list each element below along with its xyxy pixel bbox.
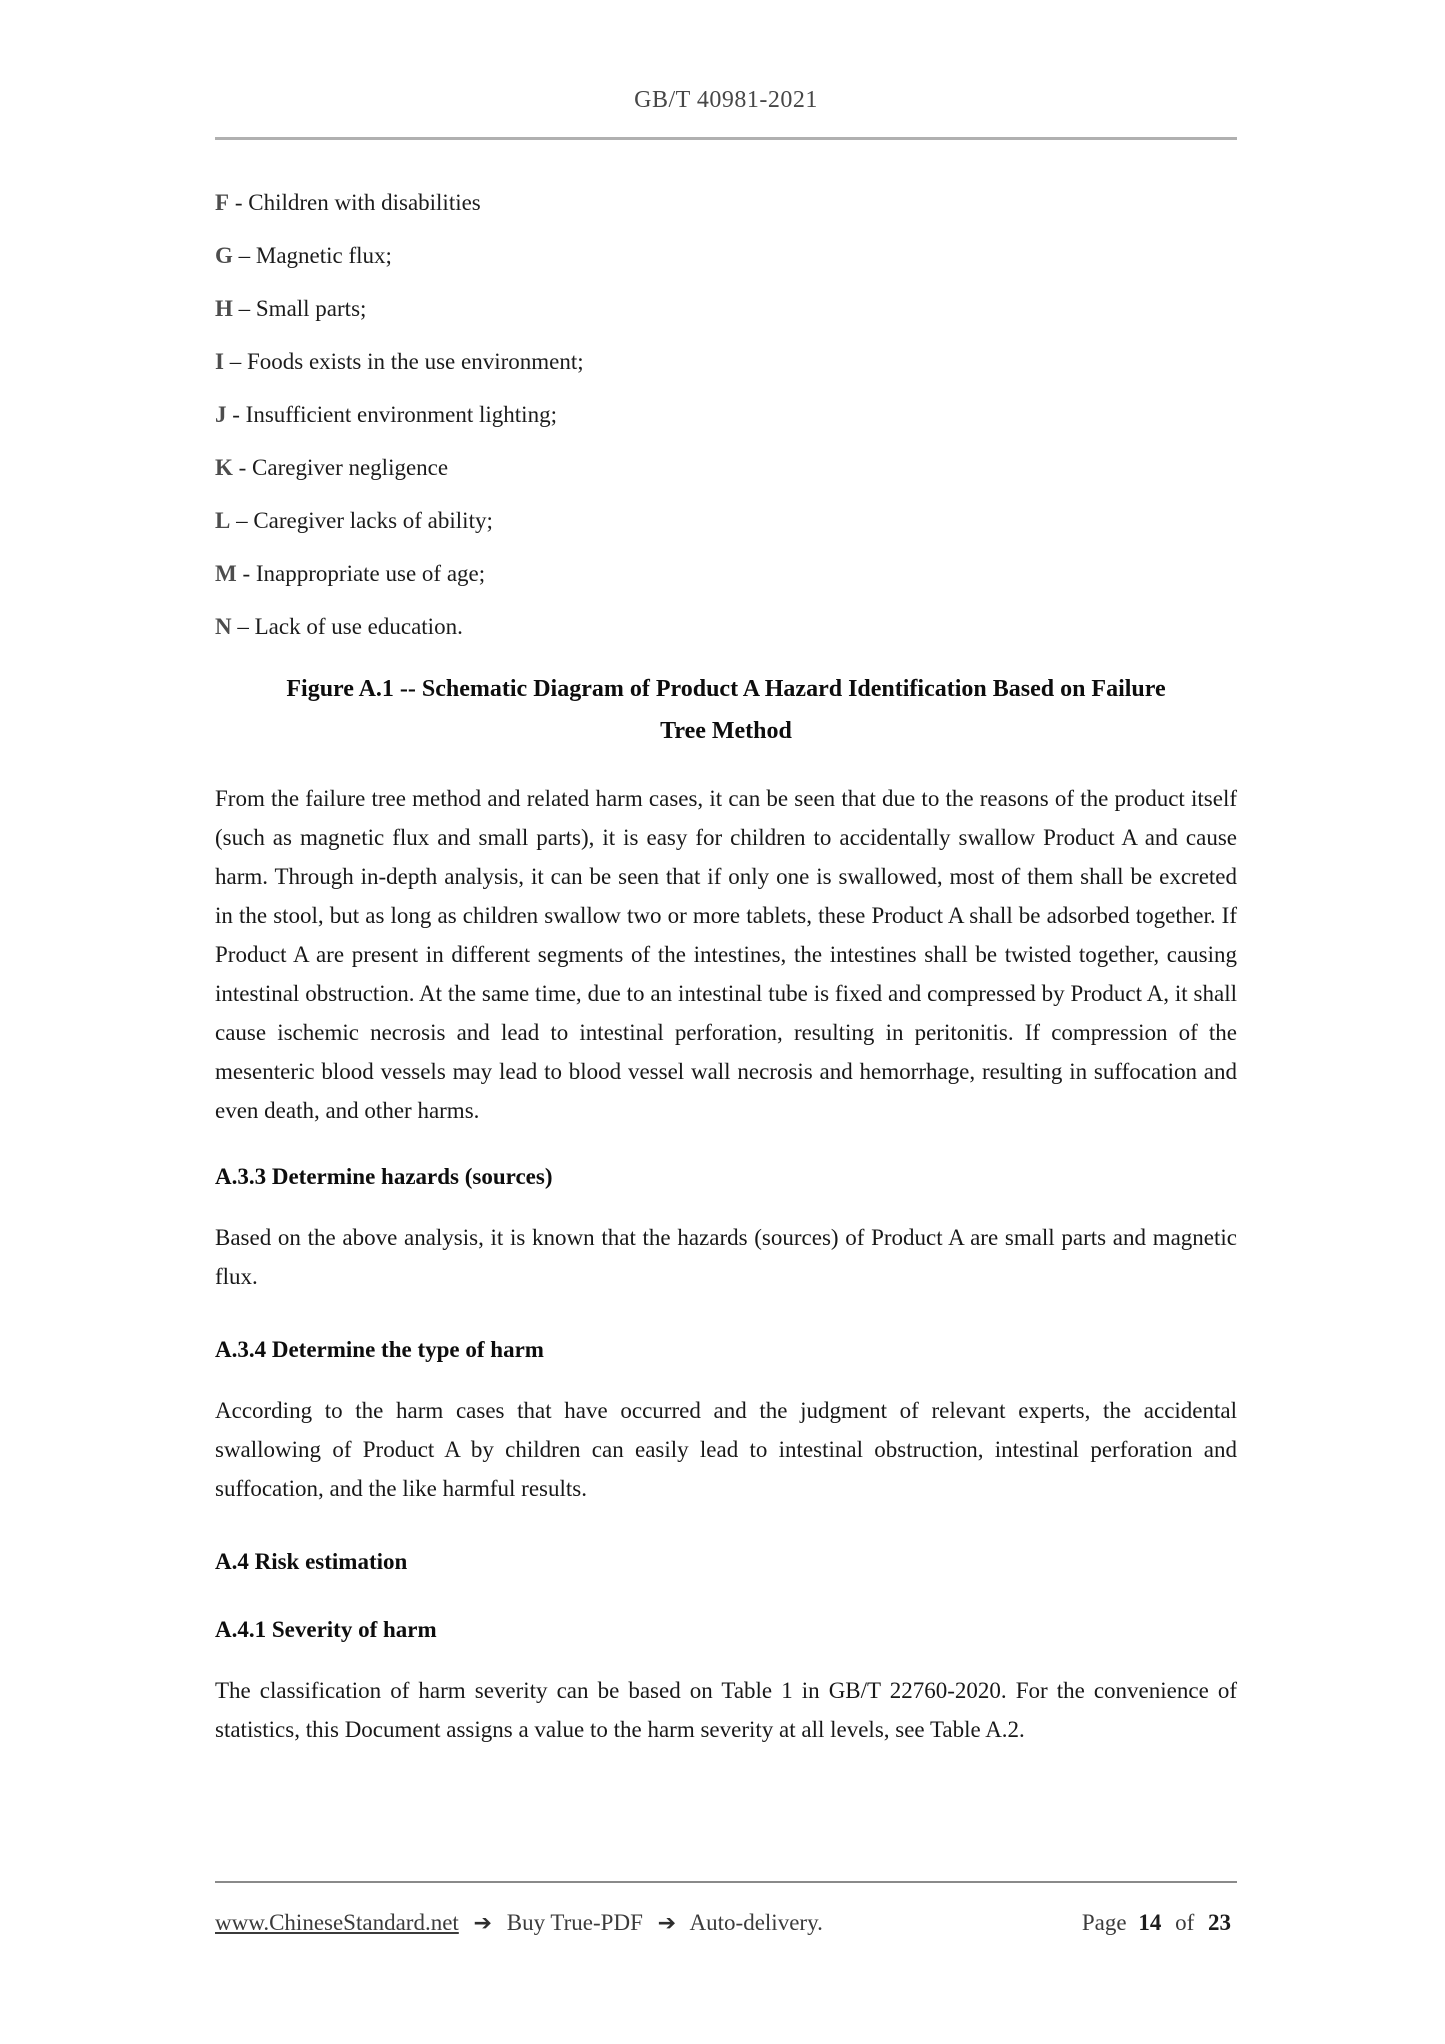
hazard-item-k [215,455,1237,481]
hazard-letter: N [215,614,232,639]
hazard-letter: K [215,455,233,480]
hazard-text: - Insufficient environment lighting; [232,402,557,427]
hazard-item-g [215,243,1237,269]
section-heading-a41: A.4.1 Severity of harm [215,1617,437,1642]
hazard-letter: G [215,243,233,268]
footer-left [215,1908,832,1939]
hazard-item-n [215,614,1237,640]
hazard-text: – Lack of use education. [237,614,463,639]
hazard-item-j [215,402,1237,428]
section-heading-a4: A.4 Risk estimation [215,1549,408,1574]
hazard-item-i [215,349,1237,375]
paragraph-hazard-sources: Based on the above analysis, it is known that the hazards (sources) of Product A are small parts and magnetic flux. [215,1225,1237,1289]
figure-caption [215,668,1237,752]
hazard-item-h [215,296,1237,322]
hazard-letter: J [215,402,227,427]
hazard-factor-list [215,190,1237,640]
section-heading-a33: A.3.3 Determine hazards (sources) [215,1164,553,1189]
right-arrow-icon: ➔ [657,1911,677,1936]
hazard-text: – Magnetic flux; [238,243,392,268]
of-label: of [1175,1910,1195,1935]
hazard-letter: F [215,190,230,215]
page-number [1082,1908,1237,1938]
paragraph-harm-severity: The classification of harm severity can be based on Table 1 in GB/T 22760-2020. For the convenience of statistics, this Document assigns a value to the harm severity at all levels, see Table A.2. [215,1678,1237,1742]
figure-caption-line2: Tree Method [660,718,792,744]
page-label: Page [1081,1910,1127,1935]
auto-delivery-label: Auto-delivery. [689,1910,823,1935]
figure-caption-line1: Figure A.1 -- Schematic Diagram of Product A Hazard Identification Based on Failure [286,676,1166,702]
paragraph-failure-tree-analysis: From the failure tree method and related harm cases, it can be seen that due to the reasons of the product itself (such as magnetic flux and small parts), it is easy for children to accidentally swallow Product A and cause harm. Through in-depth analysis, it can be seen that if only one is swallowed, most of them shall be excreted in the stool, but as long as children swallow two or more tablets, these Product A shall be adsorbed together. If Product A are present in different segments of the intestines, the intestines shall be twisted together, causing intestinal obstruction. At the same time, due to an intestinal tube is fixed and compressed by Product A, it shall cause ischemic necrosis and lead to intestinal perforation, resulting in peritonitis. If compression of the mesenteric blood vessels may lead to blood vessel wall necrosis and hemorrhage, resulting in suffocation and even death, and other harms. [215,786,1237,1123]
hazard-letter: M [215,561,237,586]
page-content [215,0,1237,1749]
hazard-letter: I [215,349,224,374]
page-total: 23 [1208,1910,1231,1935]
hazard-text: - Inappropriate use of age; [242,561,486,586]
hazard-item-f [215,190,1237,216]
hazard-letter: H [215,296,233,321]
hazard-text: – Caregiver lacks of ability; [236,508,493,533]
hazard-text: - Caregiver negligence [238,455,449,480]
hazard-item-m [215,561,1237,587]
right-arrow-icon: ➔ [473,1911,492,1936]
hazard-item-l [215,508,1237,534]
site-link[interactable]: www.ChineseStandard.net [215,1910,459,1935]
page-current: 14 [1138,1910,1162,1935]
hazard-letter: L [215,508,231,533]
footer-rule [215,1881,1237,1883]
hazard-text: – Small parts; [238,296,367,321]
header-rule [215,137,1237,140]
hazard-text: – Foods exists in the use environment; [229,349,584,374]
page-footer [215,1908,1237,1939]
paragraph-harm-type: According to the harm cases that have occurred and the judgment of relevant experts, the accidental swallowing of Product A by children can easily lead to intestinal obstruction, intestinal perforation and suffocation, and the like harmful results. [215,1398,1237,1501]
section-heading-a34: A.3.4 Determine the type of harm [215,1337,544,1362]
hazard-text: - Children with disabilities [234,190,481,215]
standard-number-header: GB/T 40981-2021 [634,87,818,113]
buy-true-pdf-label: Buy True-PDF [506,1910,643,1935]
